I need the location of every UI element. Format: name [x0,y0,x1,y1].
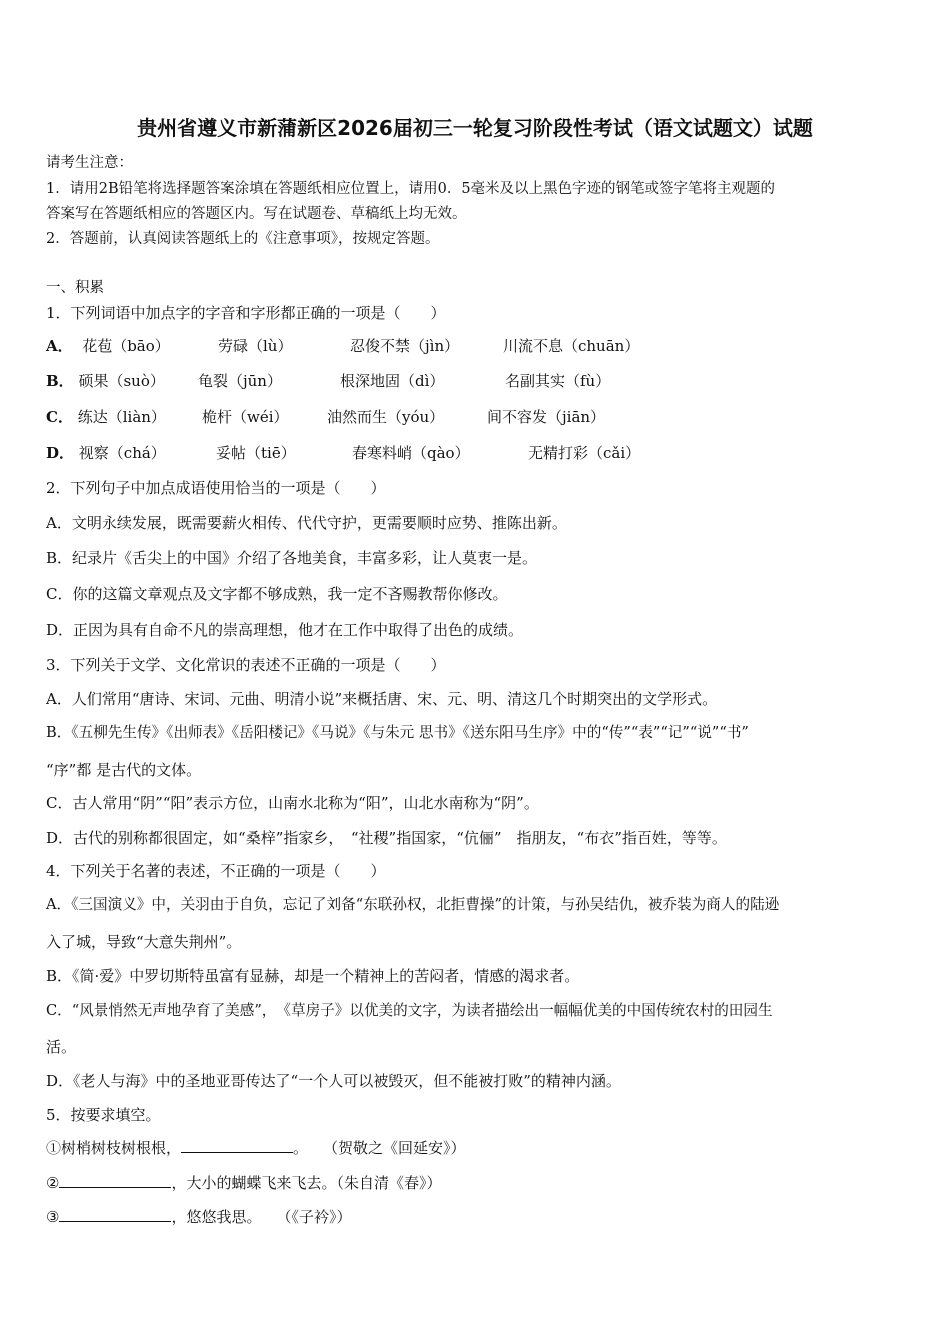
q1-option-c [46,407,606,427]
q1-d-item: 妥帖（tiē） [216,444,296,462]
q1-option-b [46,371,611,391]
question-2-stem: 2．下列句子中加点成语使用恰当的一项是（ ） [46,479,386,497]
q1-a-item: 花苞（bāo） [82,337,170,355]
notice-heading: 请考生注意： [46,155,133,171]
section-heading: 一、积累 [46,280,104,296]
q4-option-b: B．《简·爱》中罗切斯特虽富有显赫，却是一个精神上的苦闷者，情感的渴求者。 [46,967,580,985]
q3-option-b-cont: “序”都 是古代的文体。 [46,761,202,779]
question-4-stem: 4．下列关于名著的表述，不正确的一项是（ ） [46,862,386,880]
notice-line-1a: 1．请用2B铅笔将选择题答案涂填在答题纸相应位置上，请用0．5毫米及以上黑色字迹的钢笔或签字笔将主观题的 [46,181,776,197]
notice-line-2: 2．答题前，认真阅读答题纸上的《注意事项》，按规定答题。 [46,231,440,247]
q1-c-item: 练达（liàn） [77,408,166,426]
fill-1-source: 。 （贺敬之《回延安》） [293,1139,466,1157]
question-3-stem: 3．下列关于文学、文化常识的表述不正确的一项是（ ） [46,656,446,674]
q1-c-item: 油然而生（yóu） [327,408,445,426]
q1-option-d [46,443,641,463]
q1-option-a [46,336,640,356]
q5-fill-3 [46,1207,351,1227]
q2-option-c: C．你的这篇文章观点及文字都不够成熟，我一定不吝赐教帮你修改。 [46,585,508,603]
q1-d-item: 春寒料峭（qào） [352,444,470,462]
q4-option-c-cont: 活。 [46,1038,77,1056]
q1-a-item: 忍俊不禁（jìn） [350,337,460,355]
fill-2-text: ，大小的蝴蝶飞来飞去。（朱自清《春》） [171,1174,442,1192]
q3-option-b: B．《五柳先生传》《出师表》《岳阳楼记》《马说》《与朱元 思书》《送东阳马生序》中的“传”“表”“记”“说”“书” [46,724,749,741]
option-label: A． [46,337,73,355]
q1-d-item: 视察（chá） [78,444,166,462]
option-label: D． [46,444,75,462]
option-label: C． [46,408,73,426]
fill-2-blank[interactable] [59,1173,171,1188]
q3-option-a: A．人们常用“唐诗、宋词、元曲、明清小说”来概括唐、宋、元、明、清这几个时期突出的文学形式。 [46,690,718,708]
q1-d-item: 无精打彩（cǎi） [528,444,641,462]
fill-3-marker: ③ [46,1208,60,1226]
q1-c-item: 间不容发（jiān） [487,408,606,426]
fill-3-blank[interactable] [59,1207,171,1222]
q4-option-d: D．《老人与海》中的圣地亚哥传达了“一个人可以被毁灭，但不能被打败”的精神内涵。 [46,1072,621,1090]
fill-1-blank[interactable] [181,1138,293,1153]
question-5-stem: 5．按要求填空。 [46,1106,161,1124]
q3-option-d: D．古代的别称都很固定，如“桑梓”指家乡， “社稷”指国家，“伉俪” 指朋友，“布衣”指百姓，等等。 [46,829,727,847]
q1-a-item: 劳碌（lù） [218,337,293,355]
q4-option-a-cont: 入了城，导致“大意失荆州”。 [46,933,242,951]
option-label: B． [46,372,74,390]
fill-2-marker: ② [46,1174,60,1192]
q5-fill-1 [46,1138,466,1158]
q1-b-item: 硕果（suò） [78,372,165,390]
q1-b-item: 龟裂（jūn） [198,372,282,390]
q3-option-c: C．古人常用“阴”“阳”表示方位，山南水北称为“阳”，山北水南称为“阴”。 [46,794,539,812]
q1-b-item: 根深地固（dì） [340,372,445,390]
q4-option-c: C．“风景悄然无声地孕育了美感”， 《草房子》以优美的文字，为读者描绘出一幅幅优美的中国传统农村的田园生 [46,1002,773,1019]
fill-3-text: ，悠悠我思。 （《子衿》） [171,1208,352,1226]
q1-a-item: 川流不息（chuān） [503,337,640,355]
q1-c-item: 桅杆（wéi） [202,408,289,426]
question-1-stem: 1．下列词语中加点字的字音和字形都正确的一项是（ ） [46,304,446,322]
fill-1-text: ①树梢树枝树根根， [46,1139,182,1157]
page-title: 贵州省遵义市新蒲新区2026届初三一轮复习阶段性考试（语文试题文）试题 [137,116,813,140]
q2-option-a: A．文明永续发展，既需要薪火相传、代代守护，更需要顺时应势、推陈出新。 [46,514,567,532]
q4-option-a: A．《三国演义》中，关羽由于自负，忘记了刘备“东联孙权，北拒曹操”的计策，与孙吴结仇，被乔装为商人的陆逊 [46,896,780,913]
q5-fill-2 [46,1173,441,1193]
notice-line-1b: 答案写在答题纸相应的答题区内。写在试题卷、草稿纸上均无效。 [46,206,467,222]
q2-option-b: B．纪录片《舌尖上的中国》介绍了各地美食，丰富多彩，让人莫衷一是。 [46,549,538,567]
q1-b-item: 名副其实（fù） [505,372,611,390]
q2-option-d: D．正因为具有自命不凡的崇高理想，他才在工作中取得了出色的成绩。 [46,621,524,639]
